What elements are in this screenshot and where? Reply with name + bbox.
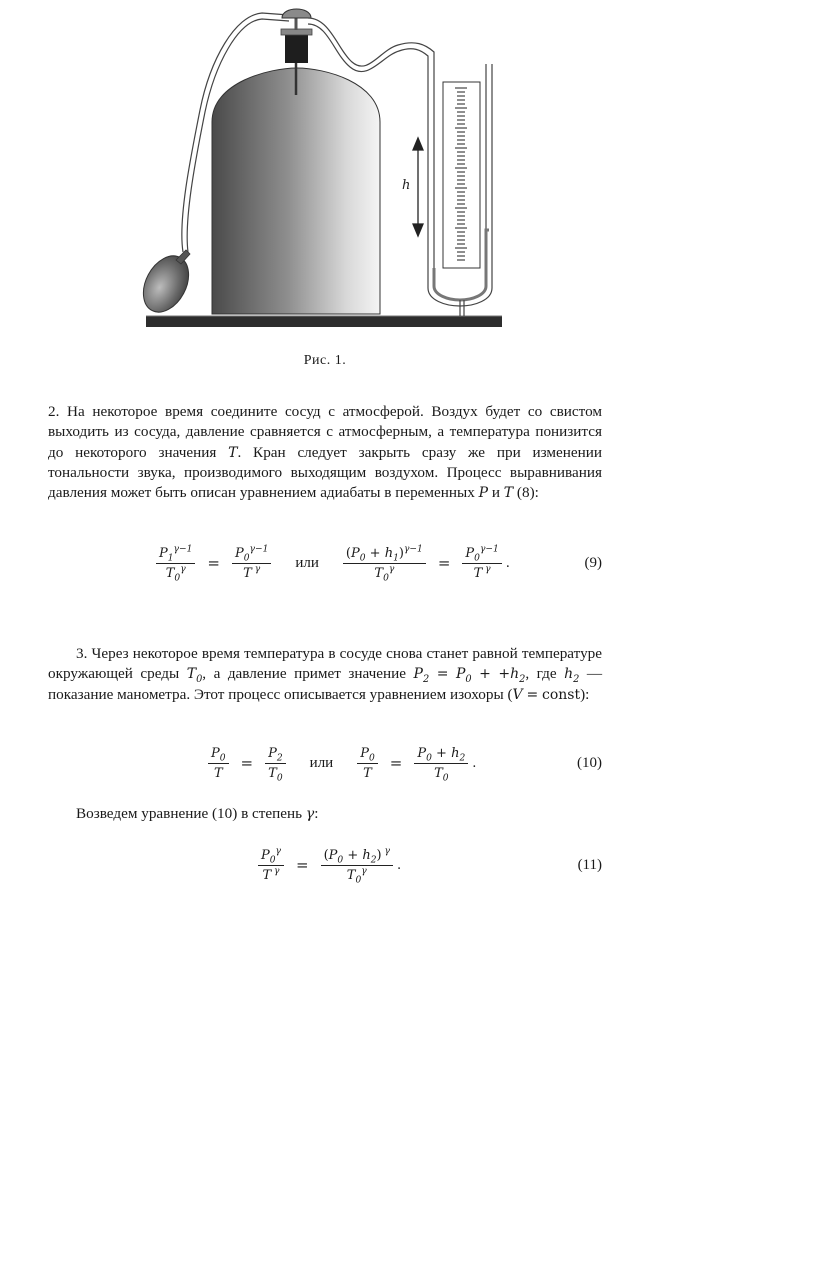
or-word: или xyxy=(309,754,334,771)
fraction: $\frac{P_0 + h_2}{T_0}$ xyxy=(414,746,468,781)
paragraph-text: Через некоторое время температура в сосуде снова станет равной температуре окружающей среды xyxy=(48,645,602,683)
paragraph-4 xyxy=(48,804,602,824)
fraction: $\frac{(P_0 + h_1)^{\gamma-1}}{T_0^\gamma}$ xyxy=(343,546,426,581)
colon: : xyxy=(314,805,319,822)
fraction: $\frac{P_1^{\gamma-1}}{T_0^\gamma}$ xyxy=(156,546,195,581)
fraction: $\frac{P_0^{\gamma-1}}{T ^\gamma}$ xyxy=(462,546,501,581)
conj: и xyxy=(491,484,500,502)
equation-10: $\frac{P_0}{T}$ = $\frac{P_2}{T_0}$ или $\frac{P_0}{T}$ = $\frac{P_0 + h_2}{T_0}$ . (10) xyxy=(48,733,602,793)
equation-number: (10) xyxy=(577,755,602,771)
right-hose xyxy=(308,18,434,72)
const-word: const xyxy=(542,686,581,703)
paragraph-text: — показание манометра. Этот процесс описывается уравнением изохоры ( xyxy=(48,665,603,703)
equation-number: (9) xyxy=(584,555,602,571)
or-word: или xyxy=(295,554,319,571)
manometer-scale xyxy=(443,82,480,268)
fraction: $\frac{P_2}{T_0}$ xyxy=(265,746,286,781)
figure-caption: Рис. 1. xyxy=(303,353,347,368)
fraction: $\frac{P_0}{T}$ xyxy=(357,746,378,781)
paragraph-text: Возведем уравнение (10) в степень xyxy=(76,805,303,822)
rubber-bulb xyxy=(134,248,197,320)
fraction: $\frac{P_0}{T}$ xyxy=(208,746,229,781)
fraction: $\frac{(P_0 + h_2) ^\gamma}{T_0^\gamma}$ xyxy=(321,848,393,883)
h-label: h xyxy=(402,178,411,193)
paragraph-text: , а давление примет значение xyxy=(202,665,407,683)
var-t: T xyxy=(503,485,514,502)
var-p: P xyxy=(478,485,489,502)
var-gamma: γ xyxy=(305,806,315,822)
vessel xyxy=(212,68,380,314)
paragraph-2 xyxy=(48,402,602,503)
equation-number: (11) xyxy=(577,857,602,873)
paragraph-text: На некоторое время соедините сосуд с атмосферой. Воздух будет со свистом выходить из сосуда, давление сравняется с атмосферным, а температура понизится до некоторого значения xyxy=(48,403,603,461)
paragraph-number: 3. xyxy=(76,645,88,662)
paragraph-text: . Кран следует закрыть сразу же при изменении тональности звука, производимого выходящим воздухом. Процесс выравнивания давления может быть описан уравнением адиабаты в переменных xyxy=(48,443,603,502)
tap xyxy=(282,9,311,30)
equation-ref: (8): xyxy=(516,484,539,502)
apparatus-figure xyxy=(0,0,816,345)
fraction: $\frac{P_0^{\gamma-1}}{T ^\gamma}$ xyxy=(232,546,271,581)
equation-11: $\frac{P_0^\gamma}{T ^\gamma}$ = $\frac{(P_0 + h_2) ^\gamma}{T_0^\gamma}$ . (11) xyxy=(48,835,602,895)
paragraph-text: , где xyxy=(525,665,557,683)
paragraph-text: ): xyxy=(580,685,590,703)
stopper xyxy=(285,33,308,63)
fraction: $\frac{P_0^\gamma}{T ^\gamma}$ xyxy=(258,848,284,883)
var-t: T xyxy=(228,444,238,461)
height-arrow xyxy=(413,138,423,236)
paragraph-number: 2. xyxy=(48,403,60,420)
equation-9: $\frac{P_1^{\gamma-1}}{T_0^\gamma}$ = $\frac{P_0^{\gamma-1}}{T ^\gamma}$ или $\frac{(P_0 + h_1)^{\gamma-1}}{T_0^\gamma}$ = $\frac{P_0^{\gamma-1}}{T ^\gamma}$ . (9) xyxy=(48,533,602,593)
table-base xyxy=(146,316,502,327)
paragraph-3: 3. Через некоторое время температура в сосуде снова станет равной температуре окружающей среды $T_0$, а давление примет значение $P_2 = P_0 + +h_2$, где $h_2$ — показание манометра. Этот процесс описывается уравнением изохоры (V = const): xyxy=(48,645,603,703)
